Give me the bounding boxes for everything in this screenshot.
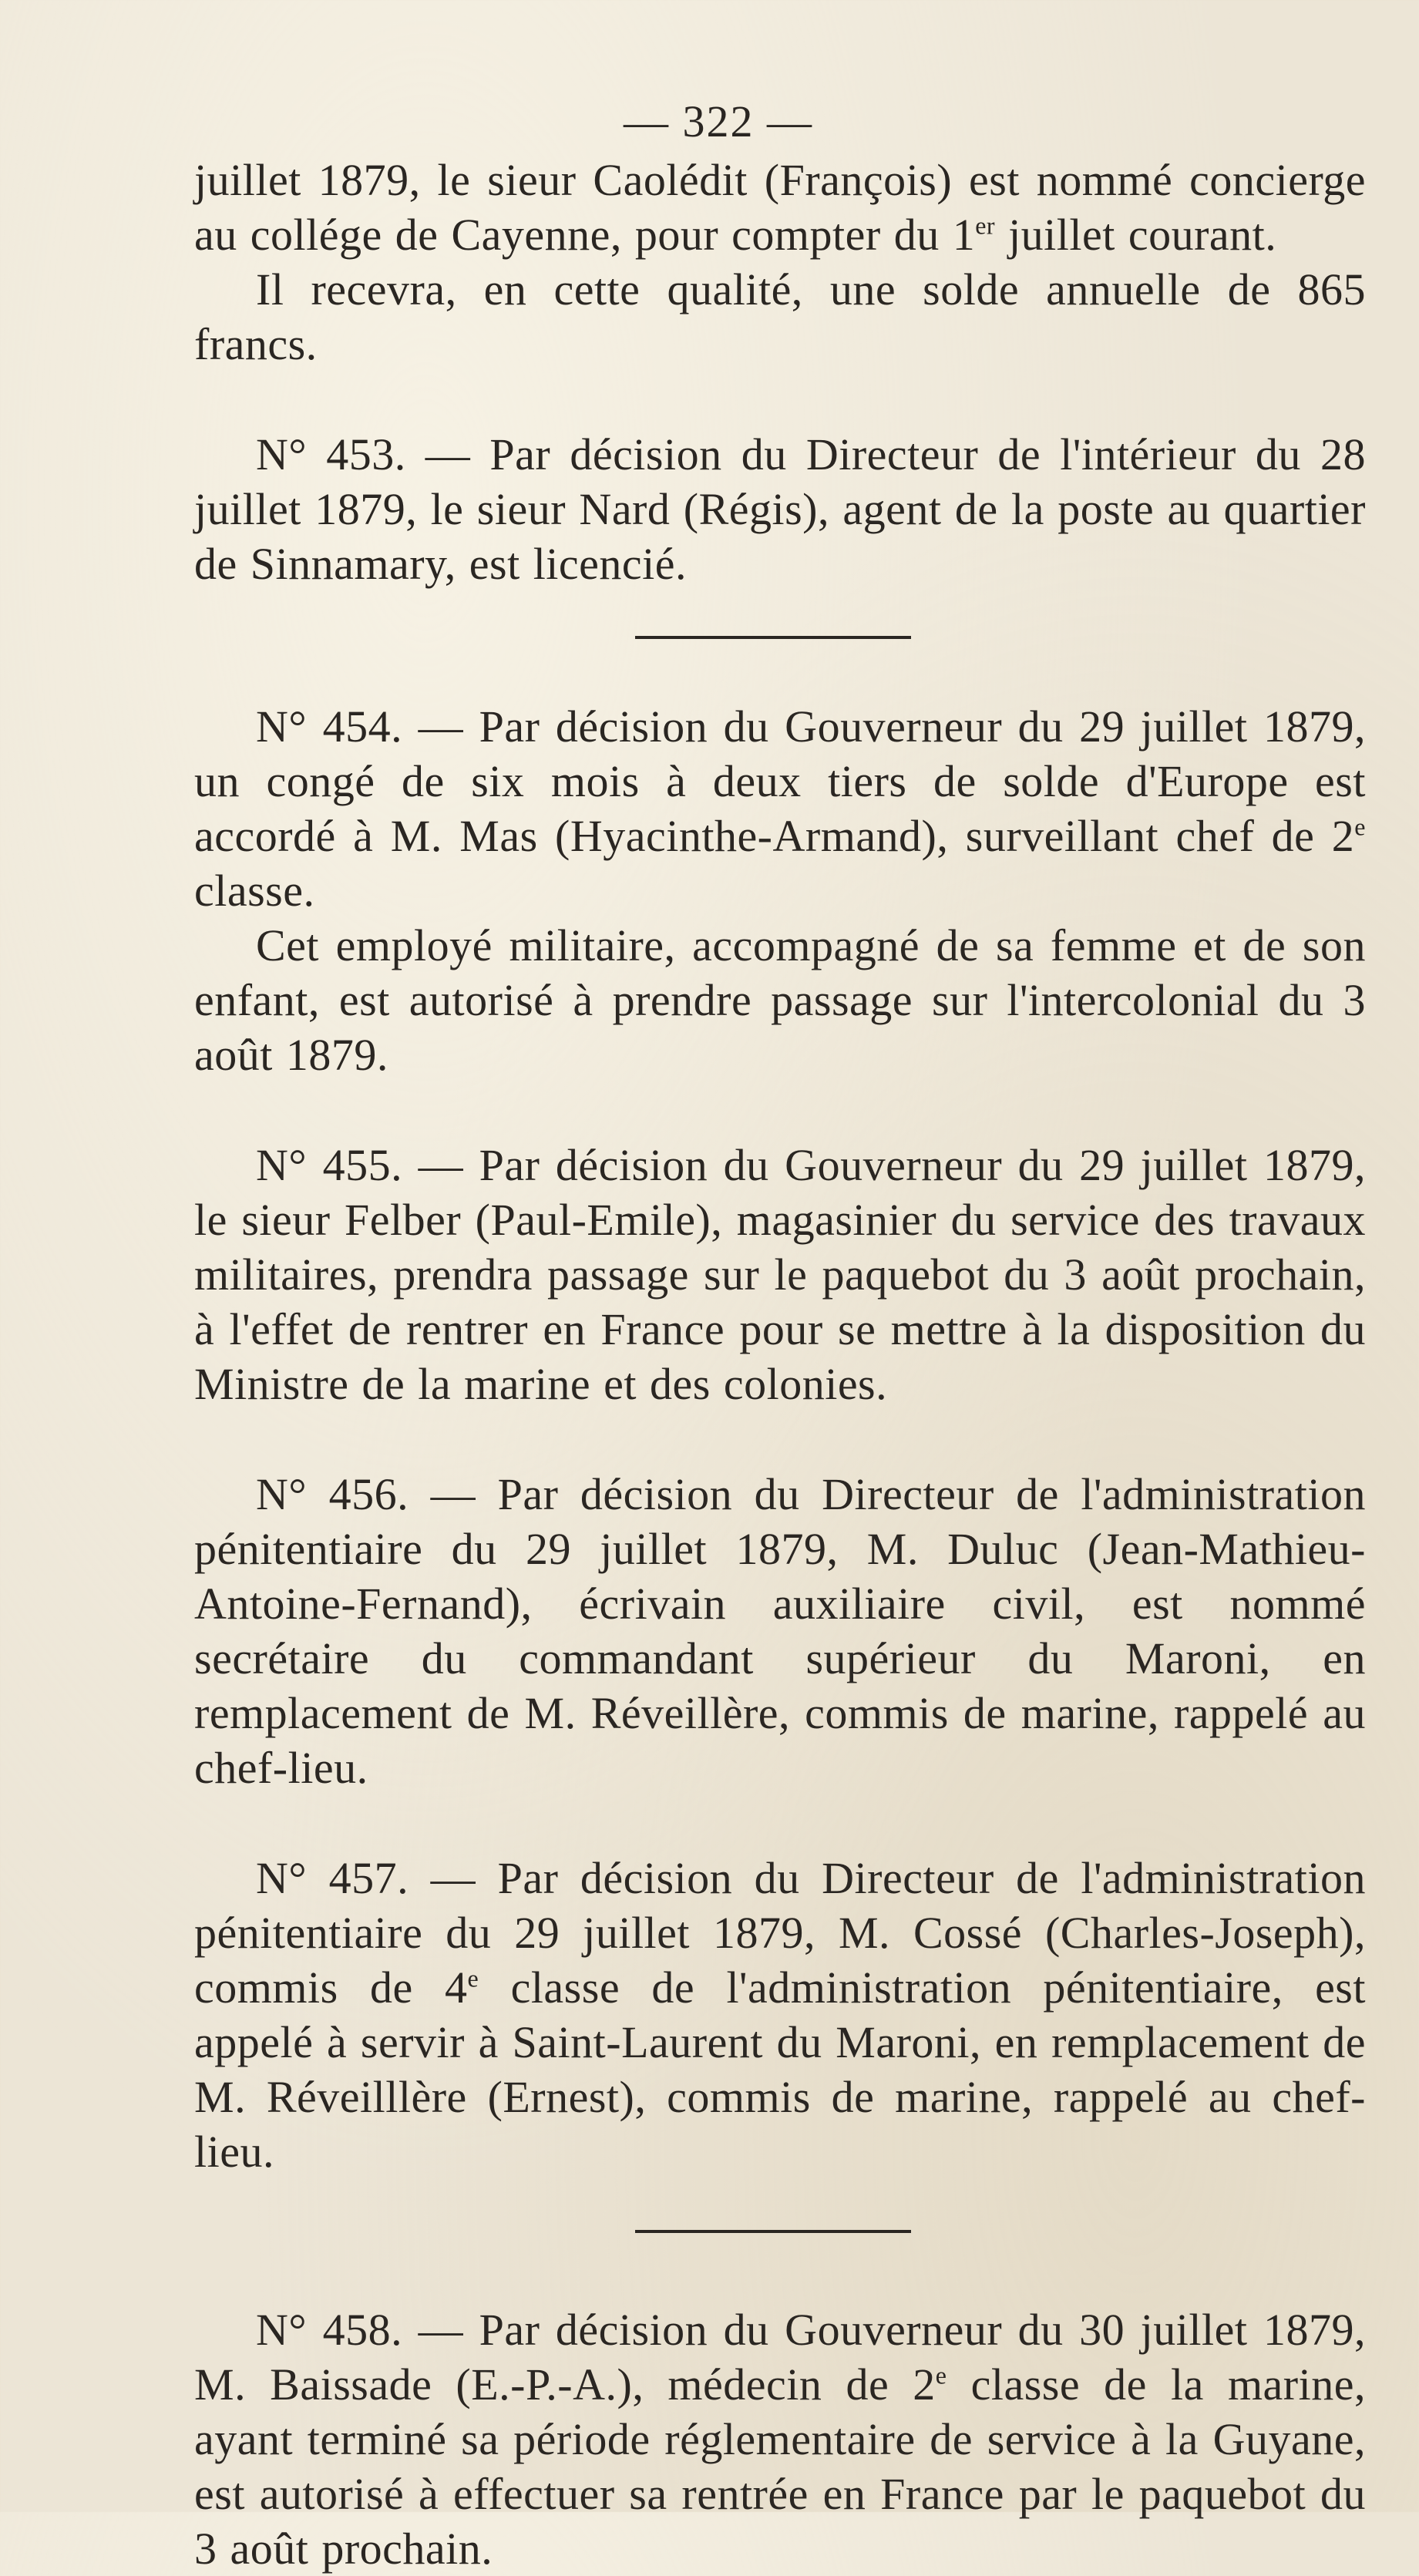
document-body	[194, 153, 1366, 2576]
entry-454	[194, 699, 1366, 918]
entry-458	[194, 2302, 1366, 2576]
entry-454-continued: Cet employé militaire, accompagné de sa femme et de son enfant, est autorisé à prendre passage sur l'intercolonial du 3 août 1879.	[194, 920, 1366, 1080]
separator-rule	[635, 636, 911, 639]
entry-458-text: N° 458. — Par décision du Gouverneur du 30 juillet 1879, M. Baissade (E.-P.-A.), médecin de 2	[194, 2305, 1366, 2410]
superscript-er: er	[975, 211, 996, 240]
separator-rule	[635, 2230, 911, 2233]
superscript-e: e	[467, 1964, 479, 1993]
entry-457	[194, 1851, 1366, 2179]
separator	[194, 2179, 1366, 2302]
spacer	[194, 1795, 1366, 1851]
entry-454-text-end: classe.	[194, 866, 315, 916]
salary-paragraph: Il recevra, en cette qualité, une solde annuelle de 865 francs.	[194, 264, 1366, 369]
superscript-e: e	[935, 2361, 947, 2389]
continuation-text-end: juillet courant.	[995, 210, 1277, 260]
entry-458-text-end: classe de la marine, ayant terminé sa période réglementaire de service à la Guyane, est autorisé à effectuer sa rentrée en France par le paquebot du 3 août prochain.	[194, 2359, 1366, 2574]
page-number: — 322 —	[624, 96, 813, 146]
superscript-e: e	[1354, 812, 1366, 841]
spacer	[194, 372, 1366, 427]
spacer	[194, 1082, 1366, 1138]
entry-456: N° 456. — Par décision du Directeur de l'administration pénitentiaire du 29 juillet 1879, M. Duluc (Jean-Mathieu-Antoine-Fernand), écrivain auxiliaire civil, est nommé secrétaire du commandant supérieur du Maroni, en remplacement de M. Réveillère, commis de marine, rappelé au chef-lieu.	[194, 1469, 1366, 1793]
entry-455: N° 455. — Par décision du Gouverneur du 29 juillet 1879, le sieur Felber (Paul-Emile), magasinier du service des travaux militaires, prendra passage sur le paquebot du 3 août prochain, à l'effet de rentrer en France pour se mettre à la disposition du Ministre de la marine et des colonies.	[194, 1140, 1366, 1409]
spacer	[194, 1411, 1366, 1467]
entry-453: N° 453. — Par décision du Directeur de l'intérieur du 28 juillet 1879, le sieur Nard (Régis), agent de la poste au quartier de Sinnamary, est licencié.	[194, 429, 1366, 589]
continuation-paragraph	[194, 153, 1366, 262]
entry-454-text: N° 454. — Par décision du Gouverneur du 29 juillet 1879, un congé de six mois à deux tiers de solde d'Europe est accordé à M. Mas (Hyacinthe-Armand), surveillant chef de 2	[194, 701, 1366, 861]
separator	[194, 591, 1366, 699]
continuation-text: juillet 1879, le sieur Caolédit (François) est nommé concierge au collége de Cayenne, pour compter du 1	[194, 155, 1366, 260]
entry-457-text-end: classe de l'administration pénitentiaire, est appelé à servir à Saint-Laurent du Maroni, en remplacement de M. Réveilllère (Ernest), commis de marine, rappelé au chef-lieu.	[194, 1962, 1366, 2177]
document-page	[194, 91, 1366, 2576]
entry-457-text: N° 457. — Par décision du Directeur de l'administration pénitentiaire du 29 juillet 1879, M. Cossé (Charles-Joseph), commis de 4	[194, 1853, 1366, 2013]
